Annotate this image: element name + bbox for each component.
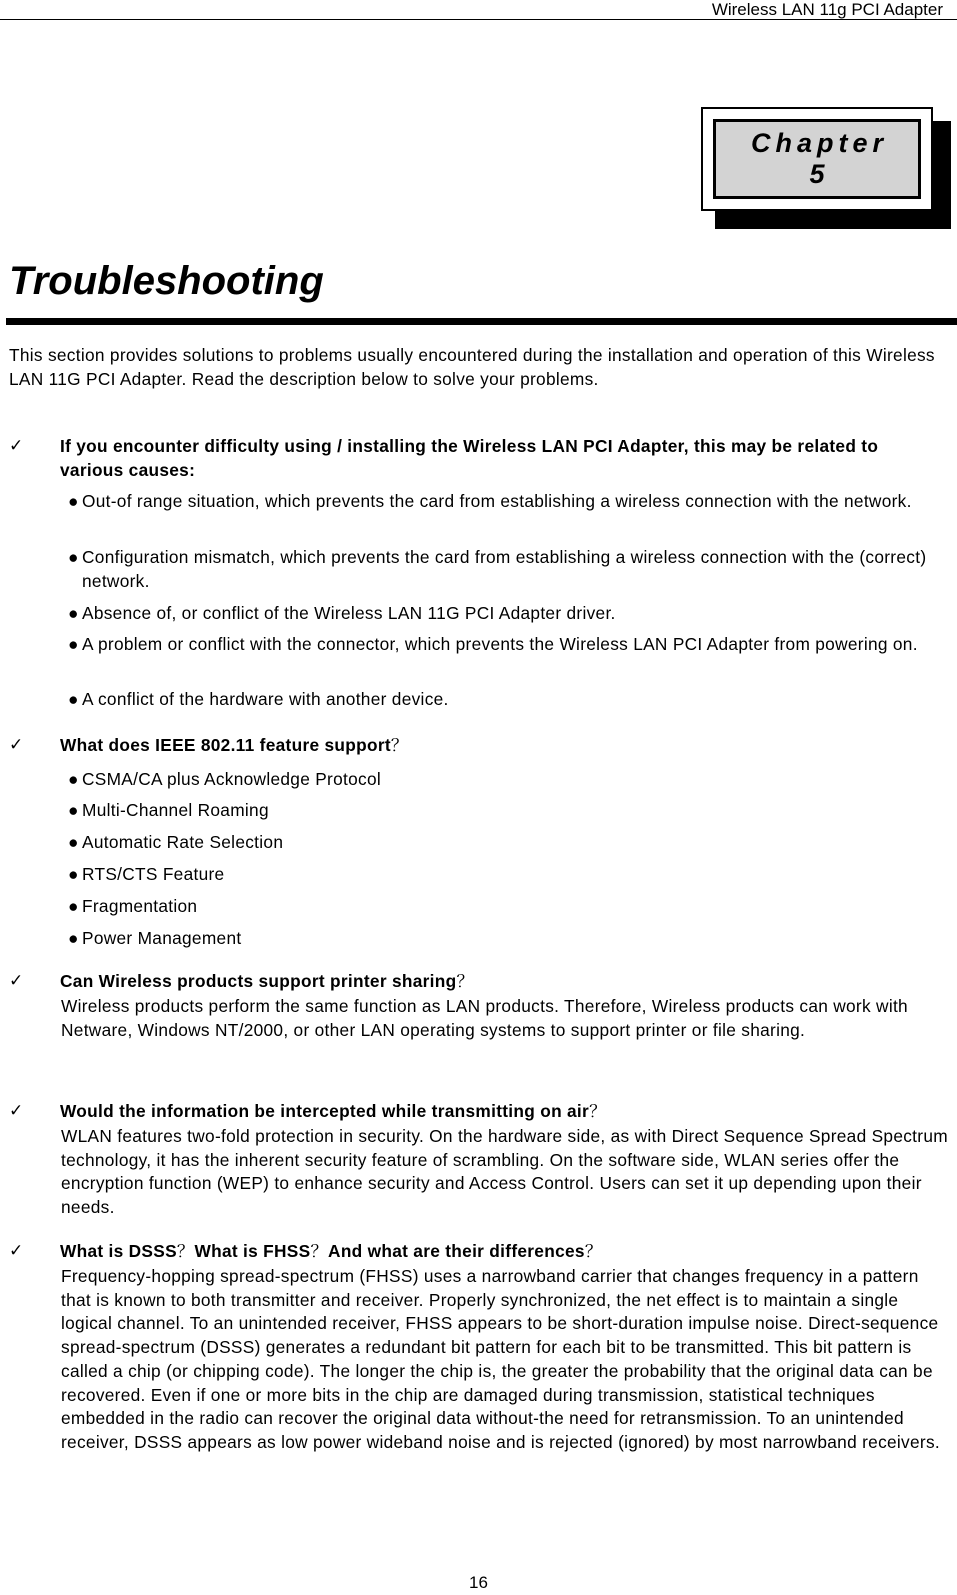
bullet-icon: ● bbox=[68, 547, 79, 567]
list-item-text: A problem or conflict with the connector, which prevents the Wireless LAN PCI Adapter from powering on. bbox=[82, 634, 918, 654]
bullet-icon: ● bbox=[68, 864, 79, 884]
bullet-icon: ● bbox=[68, 928, 79, 948]
bullet-icon: ● bbox=[68, 769, 79, 789]
bullet-icon: ● bbox=[68, 689, 79, 709]
list-item bbox=[68, 767, 948, 791]
bullet-icon: ● bbox=[68, 491, 79, 511]
question-ieee bbox=[60, 733, 409, 757]
header-rule bbox=[0, 19, 957, 20]
check-icon: ✓ bbox=[9, 1241, 24, 1260]
chapter-label: Chapter bbox=[750, 128, 888, 158]
bullet-icon: ● bbox=[68, 896, 79, 916]
bullet-icon: ● bbox=[68, 832, 79, 852]
list-item bbox=[68, 687, 948, 711]
list-item-text: Automatic Rate Selection bbox=[82, 832, 284, 852]
bullet-icon: ● bbox=[68, 603, 79, 623]
answer-security: WLAN features two-fold protection in security. On the hardware side, as with Direct Sequence Spread Spectrum technology, it has the inherent security feature of scrambling. On the software side, WLAN series offer the encryption function (WEP) to enhance security and Access Control. Users can set it up depending upon their needs. bbox=[61, 1126, 948, 1218]
question-text: What is FHSS bbox=[194, 1241, 311, 1261]
bullet-icon: ● bbox=[68, 800, 79, 820]
check-icon: ✓ bbox=[9, 1101, 24, 1120]
question-text: If you encounter difficulty using / installing the Wireless LAN PCI Adapter, this may be related to various causes: bbox=[60, 436, 879, 480]
list-item-text: CSMA/CA plus Acknowledge Protocol bbox=[82, 769, 382, 789]
question-text: Would the information be intercepted while transmitting on air bbox=[60, 1101, 590, 1121]
list-item-text: RTS/CTS Feature bbox=[82, 864, 225, 884]
question-text: Can Wireless products support printer sharing bbox=[60, 971, 457, 991]
question-printer bbox=[60, 969, 474, 993]
list-item bbox=[68, 798, 948, 822]
question-mark: ？ bbox=[390, 735, 409, 755]
page-number: 16 bbox=[469, 1573, 488, 1592]
list-item bbox=[68, 601, 948, 625]
title-rule bbox=[6, 318, 957, 325]
chapter-badge-inner bbox=[713, 119, 921, 199]
running-header: Wireless LAN 11g PCI Adapter bbox=[711, 0, 943, 19]
list-item-text: Configuration mismatch, which prevents the card from establishing a wireless connection with the (correct) network. bbox=[82, 547, 927, 591]
intro-paragraph: This section provides solutions to problems usually encountered during the installation and operation of this Wireless LAN 11G PCI Adapter. Read the description below to solve your problems. bbox=[9, 345, 935, 389]
question-security bbox=[60, 1099, 607, 1123]
question-mark: ？ bbox=[456, 971, 475, 991]
question-text: What does IEEE 802.11 feature support bbox=[60, 735, 391, 755]
question-text: And what are their differences bbox=[328, 1241, 585, 1261]
list-item-text: Absence of, or conflict of the Wireless LAN 11G PCI Adapter driver. bbox=[82, 603, 616, 623]
list-item-text: Fragmentation bbox=[82, 896, 198, 916]
question-mark: ？ bbox=[310, 1241, 329, 1261]
list-item-text: Out-of range situation, which prevents the card from establishing a wireless connection with the network. bbox=[82, 491, 912, 511]
chapter-badge bbox=[701, 107, 933, 211]
question-causes bbox=[60, 434, 940, 482]
check-icon: ✓ bbox=[9, 436, 24, 455]
check-icon: ✓ bbox=[9, 971, 24, 990]
question-text: What is DSSS bbox=[60, 1241, 177, 1261]
bullet-icon: ● bbox=[68, 634, 79, 654]
check-icon: ✓ bbox=[9, 735, 24, 754]
list-item-text: Power Management bbox=[82, 928, 242, 948]
list-item bbox=[68, 862, 948, 886]
list-item bbox=[68, 489, 948, 513]
list-item bbox=[68, 632, 948, 656]
question-mark: ？ bbox=[589, 1101, 607, 1121]
chapter-number: 5 bbox=[809, 159, 825, 189]
list-item bbox=[68, 926, 948, 950]
list-item-text: A conflict of the hardware with another device. bbox=[82, 689, 449, 709]
answer-printer: Wireless products perform the same function as LAN products. Therefore, Wireless products can work with Netware, Windows NT/2000, or other LAN operating systems to support printer or file sharing. bbox=[61, 996, 908, 1040]
list-item bbox=[68, 894, 948, 918]
question-mark: ？ bbox=[584, 1241, 603, 1261]
page-title: Troubleshooting bbox=[9, 259, 324, 303]
list-item bbox=[68, 545, 948, 593]
list-item bbox=[68, 830, 948, 854]
question-mark: ？ bbox=[176, 1241, 195, 1261]
question-dsss-fhss bbox=[60, 1239, 602, 1263]
answer-dsss-fhss: Frequency-hopping spread-spectrum (FHSS) uses a narrowband carrier that changes frequency in a pattern that is known to both transmitter and receiver. Properly synchronized, the net effect is to maintain a single logical channel. To an unintended receiver, FHSS appears to be short-duration impulse noise. Direct-sequence spread-spectrum (DSSS) generates a redundant bit pattern for each bit to be transmitted. This bit pattern is called a chip (or chipping code). The longer the chip is, the greater the probability that the original data can be recovered. Even if one or more bits in the chip are damaged during transmission, statistical techniques embedded in the radio can recover the original data without-the need for retransmission. To an unintended receiver, DSSS appears as low power wideband noise and is rejected (ignored) by most narrowband receivers. bbox=[61, 1266, 941, 1452]
list-item-text: Multi-Channel Roaming bbox=[82, 800, 269, 820]
